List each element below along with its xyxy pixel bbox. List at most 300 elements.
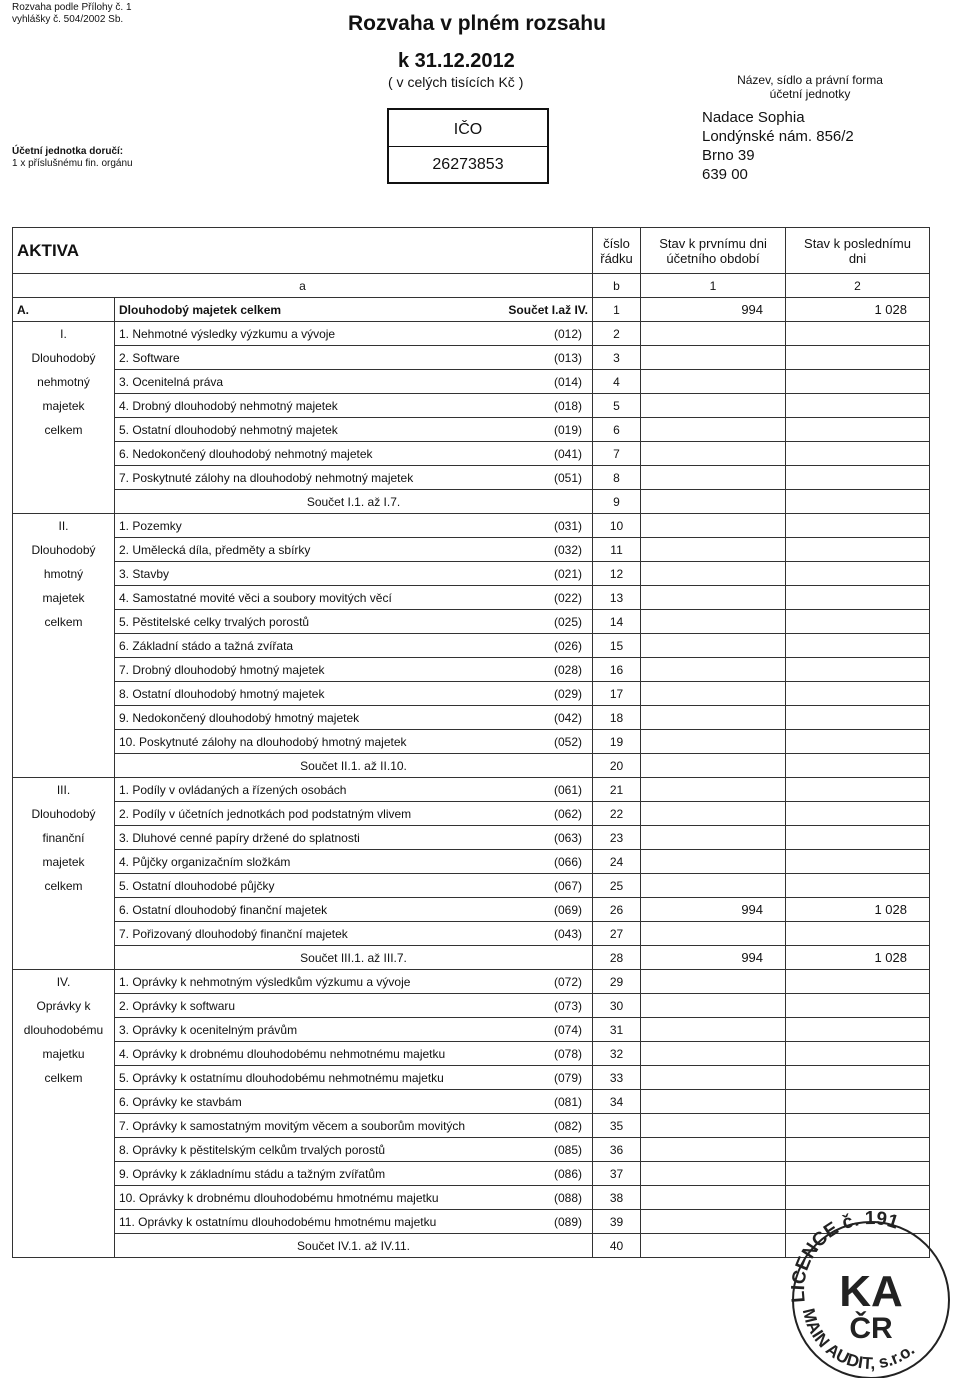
row-number: 32 xyxy=(593,1042,641,1066)
item-label-cell xyxy=(115,466,593,490)
account-code: (013) xyxy=(554,350,583,365)
table-row xyxy=(13,1114,930,1138)
row-number: 18 xyxy=(593,706,641,730)
table-row xyxy=(13,442,930,466)
item-label: 6. Ostatní dlouhodobý finanční majetek xyxy=(119,902,328,917)
value-first-day xyxy=(641,754,786,778)
row-number: 22 xyxy=(593,802,641,826)
account-code: (025) xyxy=(554,614,583,629)
item-label: 5. Pěstitelské celky trvalých porostů xyxy=(119,614,310,629)
table-row xyxy=(13,682,930,706)
item-label-cell xyxy=(115,802,593,826)
value-first-day xyxy=(641,346,786,370)
account-code: (028) xyxy=(554,662,583,677)
item-label-cell xyxy=(115,346,593,370)
value-last-day xyxy=(786,1018,930,1042)
group-label-cell xyxy=(13,634,115,658)
table-row xyxy=(13,994,930,1018)
row-number: 15 xyxy=(593,634,641,658)
item-label: 1. Pozemky xyxy=(119,518,182,533)
item-label: 3. Ocenitelná práva xyxy=(119,374,224,389)
entity-header xyxy=(700,73,920,101)
table-row xyxy=(13,658,930,682)
table-row xyxy=(13,706,930,730)
item-label-cell xyxy=(115,778,593,802)
table-row xyxy=(13,370,930,394)
col-letter-a: a xyxy=(13,274,593,298)
table-row xyxy=(13,922,930,946)
item-label-cell xyxy=(115,1162,593,1186)
table-row xyxy=(13,322,930,346)
item-label-cell xyxy=(115,394,593,418)
account-code: (043) xyxy=(554,926,583,941)
table-row xyxy=(13,1042,930,1066)
group-label-cell xyxy=(13,1186,115,1210)
value-last-day xyxy=(786,682,930,706)
group-label-cell xyxy=(13,682,115,706)
group-roman: IV. xyxy=(13,970,115,994)
item-label: 2. Podíly v účetních jednotkách pod podstatným vlivem xyxy=(119,806,412,821)
value-last-day xyxy=(786,778,930,802)
group-roman: I. xyxy=(13,322,115,346)
value-last-day xyxy=(786,538,930,562)
item-label: 2. Software xyxy=(119,350,180,365)
ico-box xyxy=(387,108,549,184)
group-label-line: majetek xyxy=(13,586,115,610)
item-label-cell xyxy=(115,682,593,706)
row-number: 27 xyxy=(593,922,641,946)
group-label-line: nehmotný xyxy=(13,370,115,394)
item-label-cell xyxy=(115,442,593,466)
value-last-day xyxy=(786,1090,930,1114)
value-first-day xyxy=(641,634,786,658)
value-last-day xyxy=(786,346,930,370)
value-first-day xyxy=(641,514,786,538)
stamp-logo-bottom: ČR xyxy=(849,1312,893,1345)
table-header-row xyxy=(13,228,930,274)
group-label-cell xyxy=(13,1138,115,1162)
item-label-cell xyxy=(115,322,593,346)
group-label-line: Dlouhodobý xyxy=(13,538,115,562)
value-first-day xyxy=(641,826,786,850)
item-label-cell xyxy=(115,562,593,586)
account-code: (073) xyxy=(554,998,583,1013)
value-first-day xyxy=(641,418,786,442)
item-label-cell xyxy=(115,370,593,394)
row-number: 13 xyxy=(593,586,641,610)
group-label-line: dlouhodobému xyxy=(13,1018,115,1042)
item-label-cell xyxy=(115,1114,593,1138)
value-last-day xyxy=(786,370,930,394)
total-row-a xyxy=(13,298,930,322)
item-label: 7. Oprávky k samostatným movitým věcem a souborům movitých xyxy=(119,1118,466,1133)
col-header-line: Stav k prvnímu dni xyxy=(659,235,767,251)
entity-city: Brno 39 xyxy=(702,147,755,164)
value-last-day xyxy=(786,1186,930,1210)
value-first-day xyxy=(641,1210,786,1234)
account-code: (018) xyxy=(554,398,583,413)
item-label: 9. Oprávky k základnímu stádu a tažným zvířatům xyxy=(119,1166,386,1181)
value-first-day xyxy=(641,538,786,562)
item-label: 2. Umělecká díla, předměty a sbírky xyxy=(119,542,311,557)
row-number: 28 xyxy=(593,946,641,970)
row-number: 19 xyxy=(593,730,641,754)
entity-header-line: účetní jednotky xyxy=(769,87,851,101)
row-number: 20 xyxy=(593,754,641,778)
row-number: 2 xyxy=(593,322,641,346)
document-title: Rozvaha v plném rozsahu xyxy=(348,12,606,35)
value-last-day xyxy=(786,970,930,994)
account-code: (041) xyxy=(554,446,583,461)
item-label: 9. Nedokončený dlouhodobý hmotný majetek xyxy=(119,710,360,725)
account-code: (029) xyxy=(554,686,583,701)
item-label-cell xyxy=(115,610,593,634)
value-last-day xyxy=(786,634,930,658)
value-first-day xyxy=(641,394,786,418)
value-first-day xyxy=(641,706,786,730)
item-label: 3. Oprávky k ocenitelným právům xyxy=(119,1022,298,1037)
item-label-cell xyxy=(115,1090,593,1114)
account-code: (088) xyxy=(554,1190,583,1205)
value-last-day xyxy=(786,610,930,634)
account-code: (021) xyxy=(554,566,583,581)
ico-value: 26273853 xyxy=(432,156,504,173)
group-label-cell xyxy=(13,1162,115,1186)
entity-header-line: Název, sídlo a právní forma xyxy=(737,73,883,87)
table-row xyxy=(13,826,930,850)
value-last-day xyxy=(786,1138,930,1162)
value-first-day: 994 xyxy=(641,898,786,922)
item-label-cell xyxy=(115,634,593,658)
row-number: 5 xyxy=(593,394,641,418)
value-first-day xyxy=(641,466,786,490)
value-first-day xyxy=(641,1090,786,1114)
value-last-day xyxy=(786,1042,930,1066)
units-note: ( v celých tisících Kč ) xyxy=(388,74,524,90)
value-first-day xyxy=(641,658,786,682)
subtotal-row xyxy=(13,946,930,970)
table-row xyxy=(13,1138,930,1162)
value-first-day xyxy=(641,1162,786,1186)
account-code: (022) xyxy=(554,590,583,605)
account-code: (066) xyxy=(554,854,583,869)
item-label-cell xyxy=(115,994,593,1018)
group-label-cell xyxy=(13,898,115,922)
row-number: 24 xyxy=(593,850,641,874)
account-code: (081) xyxy=(554,1094,583,1109)
row-number: 30 xyxy=(593,994,641,1018)
group-label-cell xyxy=(13,754,115,778)
item-label: 5. Ostatní dlouhodobý nehmotný majetek xyxy=(119,422,338,437)
entity-zip: 639 00 xyxy=(702,166,748,183)
value-first-day xyxy=(641,1018,786,1042)
value-last-day xyxy=(786,826,930,850)
subtotal-label: Součet III.1. až III.7. xyxy=(115,946,593,970)
table-row xyxy=(13,466,930,490)
value-first-day xyxy=(641,1186,786,1210)
entity-address xyxy=(702,108,854,184)
value-last-day xyxy=(786,490,930,514)
row-number: 25 xyxy=(593,874,641,898)
table-row xyxy=(13,562,930,586)
item-label: 5. Ostatní dlouhodobé půjčky xyxy=(119,878,275,893)
account-code: (069) xyxy=(554,902,583,917)
row-number: 14 xyxy=(593,610,641,634)
item-label: 4. Drobný dlouhodobý nehmotný majetek xyxy=(119,398,338,413)
aktiva-label: AKTIVA xyxy=(17,240,80,260)
value-first-day xyxy=(641,490,786,514)
row-number: 40 xyxy=(593,1234,641,1258)
value-first-day xyxy=(641,778,786,802)
item-label: 10. Oprávky k drobnému dlouhodobému hmotnému majetku xyxy=(119,1190,439,1205)
group-label-line: Oprávky k xyxy=(13,994,115,1018)
group-roman: III. xyxy=(13,778,115,802)
col-header-line: řádku xyxy=(600,250,633,266)
stamp-logo-top: KA xyxy=(839,1267,903,1316)
stamp-top-text: LICENCE č. 191 xyxy=(787,1210,901,1304)
group-label-line: majetku xyxy=(13,1042,115,1066)
value-last-day xyxy=(786,466,930,490)
stamp-bottom-text: MAIN AUDIT, s.r.o. xyxy=(798,1306,919,1373)
group-label-line: celkem xyxy=(13,610,115,634)
group-label-cell xyxy=(13,1210,115,1234)
item-label-cell xyxy=(115,1210,593,1234)
col-letter-1: 1 xyxy=(641,274,786,298)
row-number: 1 xyxy=(593,298,641,322)
account-code: (089) xyxy=(554,1214,583,1229)
value-last-day xyxy=(786,874,930,898)
col-header-line: Stav k poslednímu xyxy=(804,235,911,251)
value-last-day: 1 028 xyxy=(786,298,930,322)
delivery-value: 1 x příslušnému fin. orgánu xyxy=(12,158,133,169)
auditor-stamp xyxy=(785,1210,955,1378)
item-label-cell xyxy=(115,706,593,730)
group-label-cell xyxy=(13,1090,115,1114)
form-reference xyxy=(12,2,132,26)
value-first-day xyxy=(641,610,786,634)
account-code: (014) xyxy=(554,374,583,389)
value-first-day xyxy=(641,562,786,586)
item-label: 1. Oprávky k nehmotným výsledkům výzkumu a vývoje xyxy=(119,974,411,989)
row-number: 21 xyxy=(593,778,641,802)
item-label: 1. Podíly v ovládaných a řízených osobách xyxy=(119,782,347,797)
value-first-day: 994 xyxy=(641,298,786,322)
item-label-cell xyxy=(115,922,593,946)
subtotal-label: Součet II.1. až II.10. xyxy=(115,754,593,778)
row-code: A. xyxy=(13,298,115,322)
item-label: 10. Poskytnuté zálohy na dlouhodobý hmotný majetek xyxy=(119,734,407,749)
account-code: (042) xyxy=(554,710,583,725)
account-code: (078) xyxy=(554,1046,583,1061)
value-first-day xyxy=(641,682,786,706)
item-label-cell xyxy=(115,898,593,922)
table-row xyxy=(13,898,930,922)
account-code: (026) xyxy=(554,638,583,653)
row-number: 35 xyxy=(593,1114,641,1138)
row-number: 26 xyxy=(593,898,641,922)
value-first-day xyxy=(641,802,786,826)
item-label: 3. Stavby xyxy=(119,566,170,581)
col-first-day-header xyxy=(641,228,786,274)
item-label: 6. Nedokončený dlouhodobý nehmotný majetek xyxy=(119,446,373,461)
account-code: (086) xyxy=(554,1166,583,1181)
table-row xyxy=(13,1018,930,1042)
row-number: 4 xyxy=(593,370,641,394)
group-label-line: Dlouhodobý xyxy=(13,802,115,826)
row-number: 37 xyxy=(593,1162,641,1186)
entity-street: Londýnské nám. 856/2 xyxy=(702,128,854,145)
value-first-day xyxy=(641,730,786,754)
table-row xyxy=(13,730,930,754)
row-number: 7 xyxy=(593,442,641,466)
group-label-line: Dlouhodobý xyxy=(13,346,115,370)
balance-sheet-table xyxy=(12,227,930,1258)
row-number: 12 xyxy=(593,562,641,586)
group-label-line: celkem xyxy=(13,1066,115,1090)
table-row xyxy=(13,634,930,658)
account-code: (079) xyxy=(554,1070,583,1085)
col-header-line: číslo xyxy=(603,235,630,251)
row-number: 31 xyxy=(593,1018,641,1042)
table-row xyxy=(13,418,930,442)
group-label-line: celkem xyxy=(13,874,115,898)
table-row xyxy=(13,970,930,994)
value-first-day xyxy=(641,1234,786,1258)
col-header-line: účetního období xyxy=(666,250,760,266)
row-sum-note: Součet I.až IV. xyxy=(508,302,589,317)
ico-label: IČO xyxy=(389,110,547,147)
entity-name: Nadace Sophia xyxy=(702,109,805,126)
subtotal-row xyxy=(13,490,930,514)
table-row xyxy=(13,1066,930,1090)
account-code: (063) xyxy=(554,830,583,845)
group-label-cell xyxy=(13,946,115,970)
group-label-cell xyxy=(13,658,115,682)
col-letter-2: 2 xyxy=(786,274,930,298)
value-last-day xyxy=(786,706,930,730)
form-reference-line: Rozvaha podle Přílohy č. 1 xyxy=(12,2,132,13)
item-label-cell xyxy=(115,850,593,874)
item-label-cell xyxy=(115,826,593,850)
subtotal-row xyxy=(13,754,930,778)
account-code: (062) xyxy=(554,806,583,821)
aktiva-heading xyxy=(13,228,593,274)
value-last-day xyxy=(786,754,930,778)
col-row-number-header xyxy=(593,228,641,274)
table-row xyxy=(13,1162,930,1186)
group-label-cell xyxy=(13,922,115,946)
item-label-cell xyxy=(115,1042,593,1066)
item-label-cell xyxy=(115,1186,593,1210)
value-first-day xyxy=(641,322,786,346)
item-label: 7. Pořizovaný dlouhodobý finanční majetek xyxy=(119,926,348,941)
row-number: 3 xyxy=(593,346,641,370)
value-last-day xyxy=(786,850,930,874)
table-row xyxy=(13,1186,930,1210)
value-last-day xyxy=(786,922,930,946)
subtotal-label: Součet IV.1. až IV.11. xyxy=(115,1234,593,1258)
value-first-day xyxy=(641,970,786,994)
account-code: (032) xyxy=(554,542,583,557)
value-last-day xyxy=(786,562,930,586)
value-first-day xyxy=(641,1114,786,1138)
table-row xyxy=(13,346,930,370)
value-first-day xyxy=(641,370,786,394)
item-label: 5. Oprávky k ostatnímu dlouhodobému nehmotnému majetku xyxy=(119,1070,444,1085)
group-label-line: majetek xyxy=(13,850,115,874)
value-last-day xyxy=(786,514,930,538)
item-label-cell xyxy=(115,730,593,754)
item-label: 8. Ostatní dlouhodobý hmotný majetek xyxy=(119,686,325,701)
group-label-cell xyxy=(13,730,115,754)
column-letters-row xyxy=(13,274,930,298)
table-row xyxy=(13,586,930,610)
item-label-cell xyxy=(115,514,593,538)
item-label-cell xyxy=(115,970,593,994)
value-last-day xyxy=(786,418,930,442)
row-number: 33 xyxy=(593,1066,641,1090)
group-label-line: hmotný xyxy=(13,562,115,586)
account-code: (012) xyxy=(554,326,583,341)
account-code: (019) xyxy=(554,422,583,437)
group-label-cell xyxy=(13,1114,115,1138)
item-label-cell xyxy=(115,586,593,610)
balance-date: k 31.12.2012 xyxy=(398,50,515,72)
value-last-day xyxy=(786,1114,930,1138)
value-last-day xyxy=(786,994,930,1018)
item-label: 1. Nehmotné výsledky výzkumu a vývoje xyxy=(119,326,336,341)
group-roman: II. xyxy=(13,514,115,538)
value-first-day xyxy=(641,1138,786,1162)
row-number: 17 xyxy=(593,682,641,706)
value-last-day xyxy=(786,730,930,754)
subtotal-label: Součet I.1. až I.7. xyxy=(115,490,593,514)
item-label-cell xyxy=(115,874,593,898)
table-row xyxy=(13,1090,930,1114)
value-first-day xyxy=(641,850,786,874)
value-last-day xyxy=(786,394,930,418)
row-number: 29 xyxy=(593,970,641,994)
value-last-day xyxy=(786,322,930,346)
table-row xyxy=(13,394,930,418)
account-code: (031) xyxy=(554,518,583,533)
value-last-day xyxy=(786,802,930,826)
value-first-day xyxy=(641,442,786,466)
item-label: 6. Oprávky ke stavbám xyxy=(119,1094,242,1109)
row-number: 8 xyxy=(593,466,641,490)
value-last-day xyxy=(786,442,930,466)
table-row xyxy=(13,850,930,874)
value-first-day xyxy=(641,874,786,898)
item-label: 2. Oprávky k softwaru xyxy=(119,998,236,1013)
group-label-cell xyxy=(13,1234,115,1258)
value-first-day xyxy=(641,1066,786,1090)
value-last-day xyxy=(786,1162,930,1186)
item-label-cell xyxy=(115,1066,593,1090)
account-code: (085) xyxy=(554,1142,583,1157)
form-reference-line: vyhlášky č. 504/2002 Sb. xyxy=(12,14,124,25)
account-code: (061) xyxy=(554,782,583,797)
row-number: 10 xyxy=(593,514,641,538)
table-row xyxy=(13,514,930,538)
table-row xyxy=(13,538,930,562)
row-number: 11 xyxy=(593,538,641,562)
value-first-day xyxy=(641,922,786,946)
account-code: (051) xyxy=(554,470,583,485)
row-number: 6 xyxy=(593,418,641,442)
row-number: 34 xyxy=(593,1090,641,1114)
group-label-cell xyxy=(13,442,115,466)
